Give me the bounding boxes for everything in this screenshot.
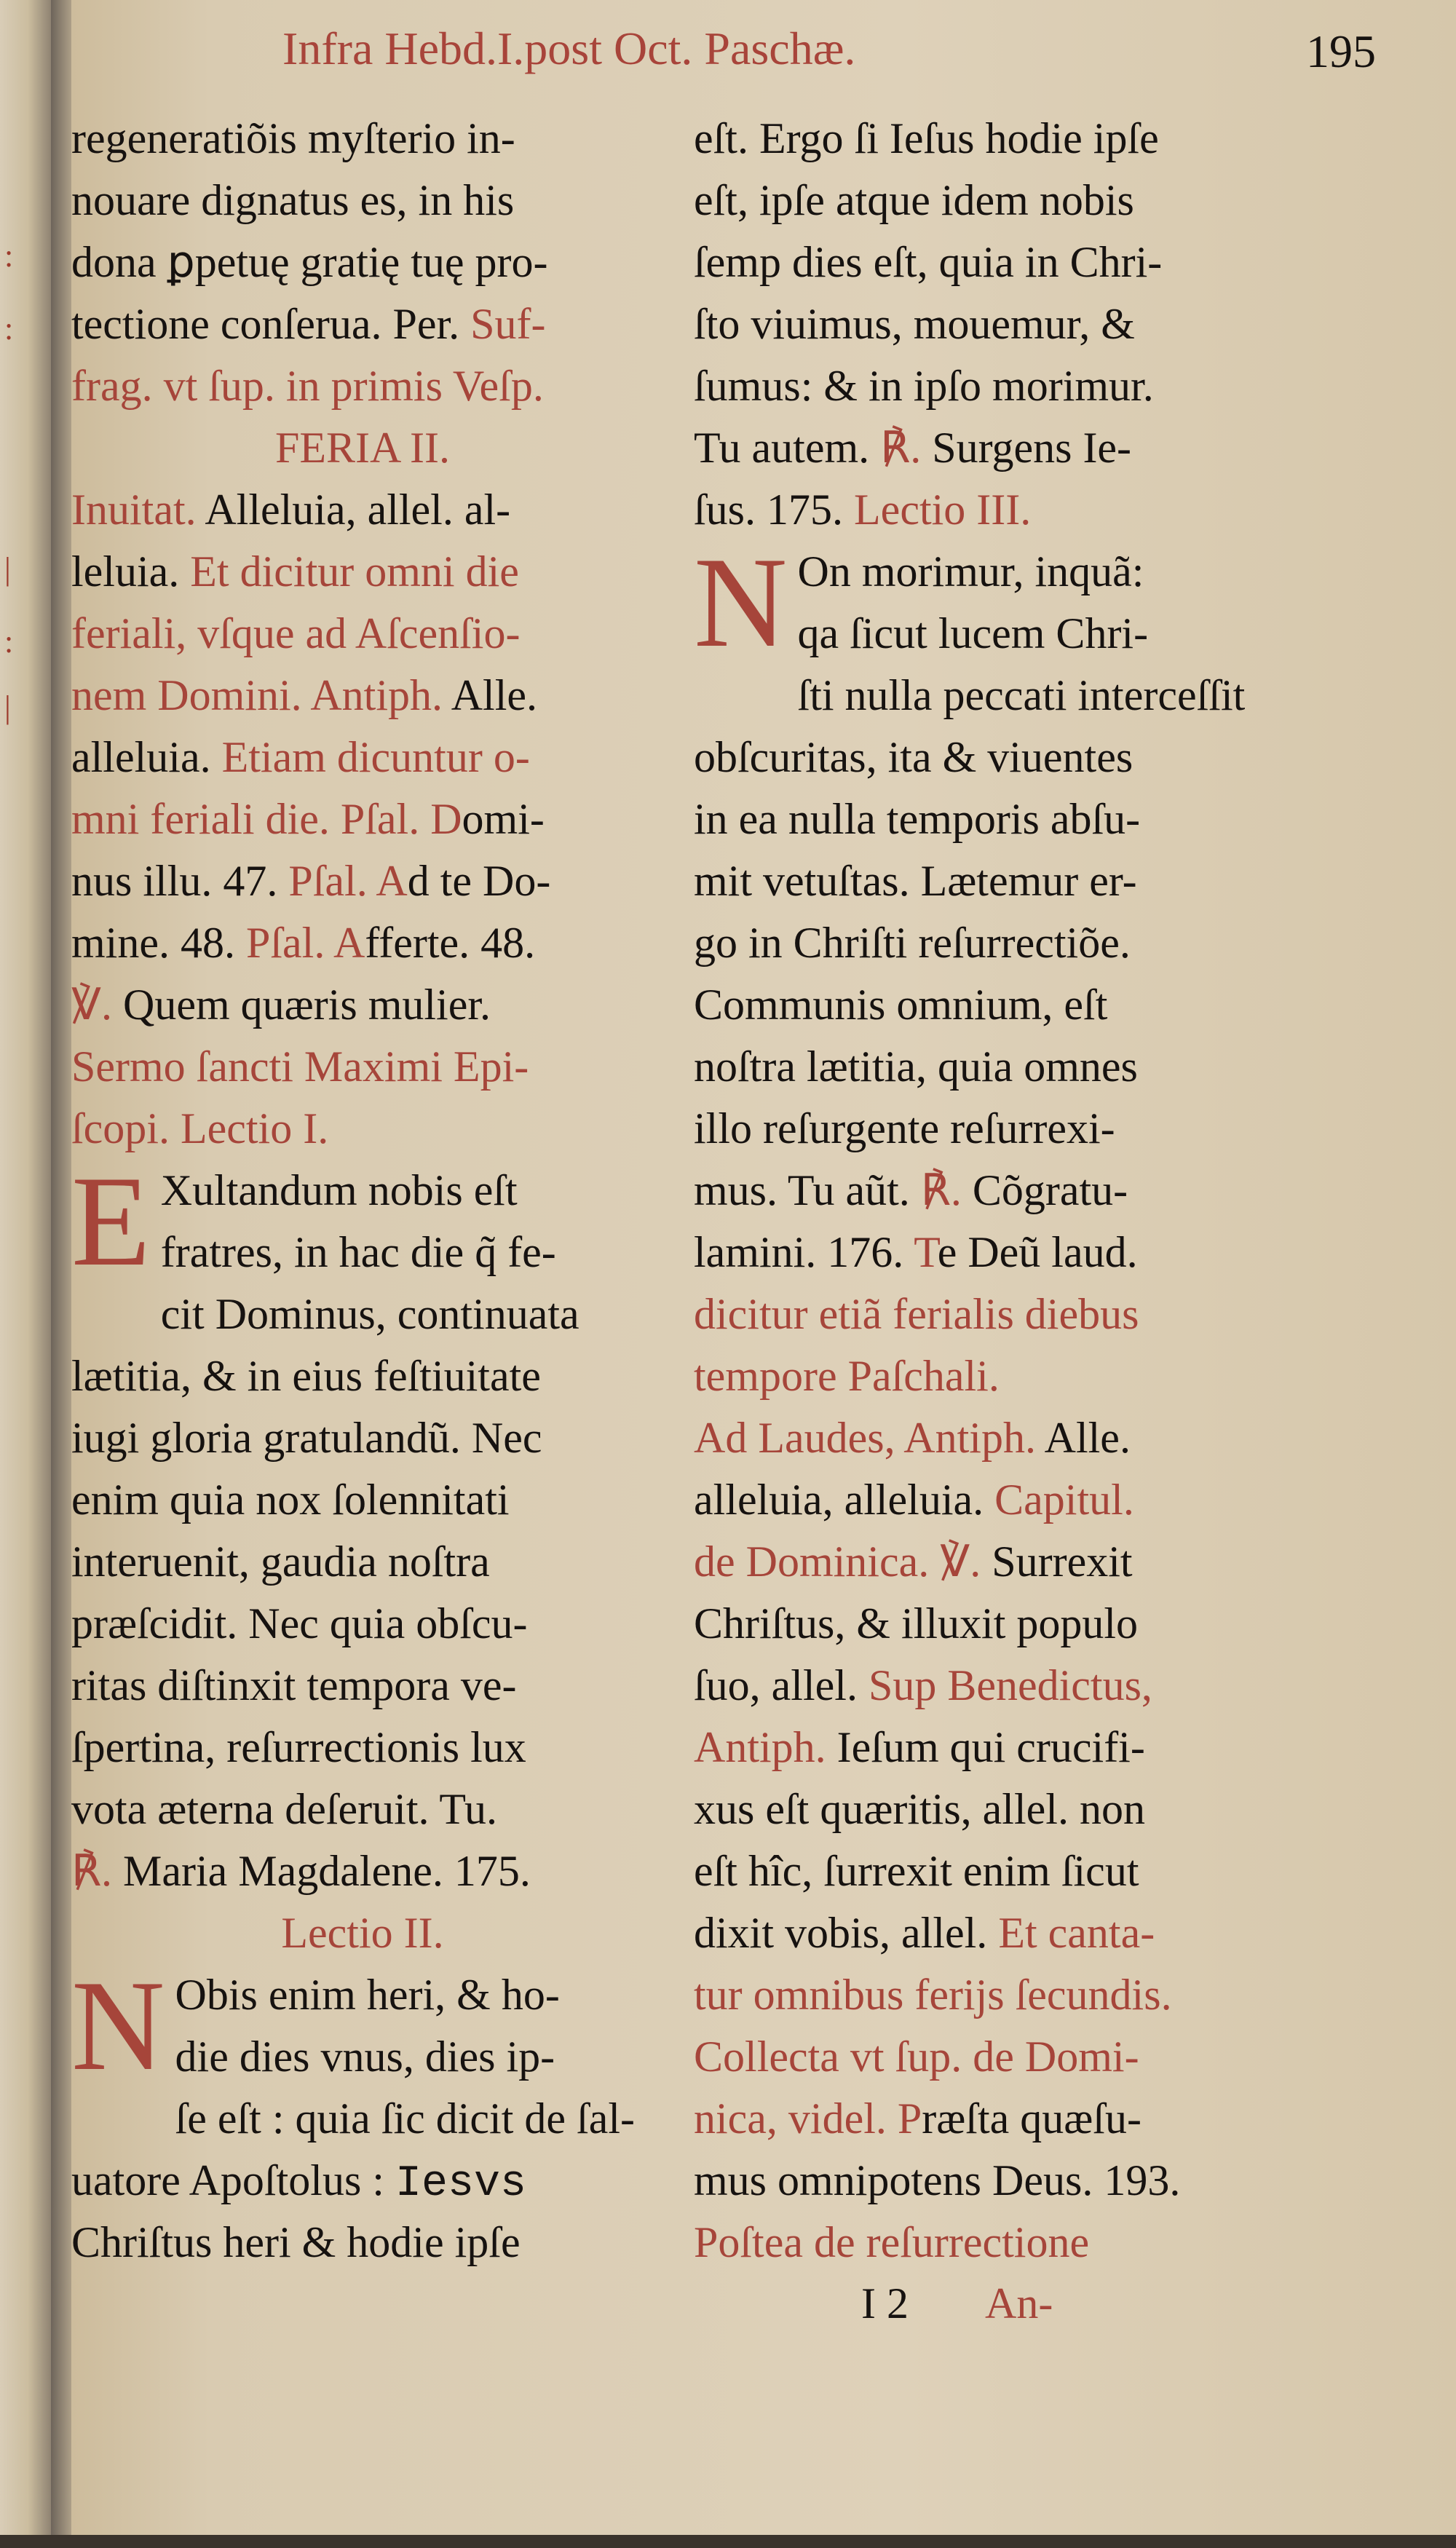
text-run: Maria Magdalene. 175. (123, 1847, 531, 1895)
lectio-1-text (71, 1149, 654, 1840)
text-line: noſtra lætitia, quia omnes (694, 1042, 1138, 1091)
text-run: Surrexit (992, 1538, 1133, 1586)
text-line (694, 1964, 1298, 2026)
text-line: cit Dominus, continuata (160, 1290, 579, 1338)
text-line (694, 2088, 1298, 2150)
lectio-2-heading: Lectio II. (281, 1909, 444, 1957)
rubric-text: de Dominica. ℣. (694, 1538, 992, 1586)
text-line (694, 479, 1298, 541)
text-line (71, 293, 654, 355)
text-line: ſti nulla peccati interceſſit (797, 671, 1246, 719)
text-run: Quem quæris mulier. (123, 981, 491, 1029)
text-line (694, 1840, 1298, 1902)
text-line (71, 479, 654, 541)
lectio-1 (71, 1149, 654, 1840)
text-line (694, 108, 1298, 170)
text-line (694, 2212, 1298, 2274)
page-bottom-edge (0, 2535, 1456, 2548)
rubric-text: Sermo ſancti Maximi Epi- (71, 1042, 529, 1091)
text-run: mus omnipotens Deus. 193. (694, 2156, 1181, 2204)
rubric-text: Capitul. (994, 1476, 1134, 1524)
rubric-text: Lectio III. (854, 486, 1032, 534)
text-run: dona ꝑpetuę gratię tuę pro- (71, 238, 548, 286)
text-line: ritas diſtinxit tempora ve- (71, 1661, 517, 1709)
text-line (694, 1283, 1298, 1345)
lectio-2-continuation (71, 2150, 654, 2274)
catchline (781, 2279, 1053, 2329)
text-line: On morimur, inquã: (797, 547, 1144, 596)
text-line (71, 2212, 654, 2274)
page (71, 0, 1456, 2548)
marginal-mark: | (4, 689, 11, 725)
text-line: iugi gloria gratulandũ. Nec (71, 1414, 542, 1462)
binding-gutter (51, 0, 71, 2548)
text-run: nouare dignatus es, in his (71, 176, 515, 224)
rubric-text: tur omnibus ferijs ſecundis. (694, 1971, 1172, 2019)
text-line: fratres, in hac die q̃ fe- (160, 1228, 556, 1276)
rubric-text: frag. vt ſup. in primis Veſp. (71, 362, 544, 410)
rubric-text: mni feriali die. Pſal. D (71, 795, 462, 843)
text-run: alleluia. (71, 733, 222, 781)
text-run: tectione conſerua. Per. (71, 300, 471, 348)
lectio-3 (694, 530, 1298, 1160)
text-line: ſe eſt : quia ſic dicit de ſal- (175, 2094, 635, 2143)
text-run: eſt, ipſe atque idem nobis (694, 176, 1134, 224)
text-line (694, 1655, 1298, 1717)
text-line (694, 1469, 1298, 1531)
rubric-text: Etiam dicuntur o- (221, 733, 530, 781)
text-line: go in Chriſti reſurrectiõe. (694, 919, 1131, 967)
text-line: illo reſurgente reſurrexi- (694, 1104, 1115, 1152)
marginal-mark: : (4, 238, 14, 274)
text-line: lætitia, & in eius feſtiuitate (71, 1352, 541, 1400)
rubric-text: Sup Benedictus, (868, 1661, 1152, 1709)
rubric-text: Et canta- (998, 1909, 1155, 1957)
text-line (694, 1407, 1298, 1469)
text-line (71, 665, 654, 727)
lauds-section (694, 1160, 1298, 2274)
text-line: qa ſicut lucem Chri- (797, 609, 1149, 657)
drop-cap-initial: N (694, 530, 788, 674)
left-column (71, 108, 654, 2274)
text-run: mine. 48. (71, 919, 246, 967)
text-line: Obis enim heri, & ho- (175, 1971, 560, 2019)
text-line (71, 1036, 654, 1098)
text-run: Alle. (451, 671, 538, 719)
text-run: d te Do- (407, 857, 551, 905)
right-column (694, 108, 1298, 2274)
text-line: obſcuritas, ita & viuentes (694, 733, 1133, 781)
rubric-text: T (914, 1228, 938, 1276)
text-run: Ieſum qui crucifi- (836, 1723, 1145, 1771)
text-line (71, 850, 654, 912)
facing-page-edge (0, 0, 51, 2548)
text-line (694, 1160, 1298, 1222)
text-line (694, 1222, 1298, 1283)
text-line (694, 232, 1298, 293)
text-line (694, 293, 1298, 355)
rubric-text: dicitur etiã ferialis diebus (694, 1290, 1139, 1338)
text-run: Alleluia, allel. al- (205, 486, 511, 534)
text-run: ſemp dies eſt, quia in Chri- (694, 238, 1163, 286)
text-line: Communis omnium, eſt (694, 981, 1108, 1029)
text-line (71, 541, 654, 603)
text-line (71, 170, 654, 232)
rubric-text: Ad Laudes, Antiph. (694, 1414, 1045, 1462)
catchword: An- (984, 2279, 1053, 2327)
text-line (71, 1098, 654, 1160)
text-run: lamini. 176. (694, 1228, 914, 1276)
text-run: fferte. 48. (365, 919, 536, 967)
text-line (694, 355, 1298, 417)
text-run: omi- (462, 795, 545, 843)
lectio-1-responsory (71, 1840, 654, 1902)
text-line (71, 727, 654, 788)
text-line (71, 788, 654, 850)
drop-cap-initial: N (71, 1953, 165, 2097)
text-line: in ea nulla temporis abſu- (694, 795, 1141, 843)
text-line (694, 2026, 1298, 2088)
text-run: uatore Apoſtolus : (71, 2156, 395, 2204)
text-run: Tu autem. (694, 424, 881, 472)
rubric-text: ℟. (71, 1847, 124, 1895)
rubric-text: Suf- (470, 300, 546, 348)
rubric-text: ſcopi. Lectio I. (71, 1104, 329, 1152)
rubric-text: Poſtea de reſurrectione (694, 2218, 1090, 2266)
text-run: Alle. (1044, 1414, 1131, 1462)
rubric-text: Antiph. (694, 1723, 837, 1771)
text-run: e Deũ laud. (937, 1228, 1138, 1276)
rubric-text: ℣. (71, 981, 124, 1029)
rubric-text: nem Domini. Antiph. (71, 671, 451, 719)
text-line (694, 2150, 1298, 2212)
text-run: Iesvs (395, 2159, 526, 2209)
text-run: regeneratiõis myſterio in- (71, 114, 515, 162)
text-line: die dies vnus, dies ip- (175, 2033, 555, 2081)
text-line (694, 1717, 1298, 1779)
lectio-2-ending (694, 108, 1298, 541)
text-run: mus. Tu aũt. (694, 1166, 921, 1214)
rubric-text: Collecta vt ſup. de Domi- (694, 2033, 1139, 2081)
rubric-text: Pſal. A (288, 857, 408, 905)
text-run: eſt. Ergo ſi Ieſus hodie ipſe (694, 114, 1159, 162)
text-line (694, 1345, 1298, 1407)
text-line (694, 1902, 1298, 1964)
text-line (71, 108, 654, 170)
rubric-text: ℟. (920, 1166, 973, 1214)
marginal-mark: : (4, 624, 14, 660)
rubric-text: nica, videl. P (694, 2094, 922, 2143)
rubric-text: Et dicitur omni die (190, 547, 519, 596)
text-line (71, 232, 654, 293)
marginal-mark: | (4, 551, 11, 587)
text-run: ræſta quæſu- (922, 2094, 1142, 2143)
left-column-opening (71, 108, 654, 417)
text-run: eſt hîc, ſurrexit enim ſicut (694, 1847, 1139, 1895)
text-line (71, 603, 654, 665)
rubric-text: feriali, vſque ad Aſcenſio- (71, 609, 521, 657)
folio-number: 195 (1306, 25, 1376, 77)
text-line (71, 974, 654, 1036)
text-run: ſuo, allel. (694, 1661, 869, 1709)
text-run: alleluia, alleluia. (694, 1476, 995, 1524)
lectio-2 (71, 1953, 654, 2150)
signature-mark: I 2 (861, 2279, 909, 2327)
text-line (694, 417, 1298, 479)
text-run: nus illu. 47. (71, 857, 289, 905)
text-line: interuenit, gaudia noſtra (71, 1538, 490, 1586)
text-run: Cõgratu- (972, 1166, 1128, 1214)
text-line (71, 2150, 654, 2212)
text-line (694, 1779, 1298, 1840)
text-run: Chriſtus heri & hodie ipſe (71, 2218, 521, 2266)
text-line: ſpertina, reſurrectionis lux (71, 1723, 526, 1771)
text-line: mit vetuſtas. Lætemur er- (694, 857, 1137, 905)
text-run: ſto viuimus, mouemur, & (694, 300, 1135, 348)
text-line: præſcidit. Nec quia obſcu- (71, 1599, 528, 1647)
rubric-text: Inuitat. (71, 486, 205, 534)
feria-heading: FERIA II. (275, 424, 450, 472)
running-title: Infra Hebd.I.post Oct. Paschæ. (282, 23, 856, 74)
rubric-text: Pſal. A (245, 919, 365, 967)
text-run: ſumus: & in ipſo morimur. (694, 362, 1154, 410)
text-line (694, 1531, 1298, 1593)
text-run: Chriſtus, & illuxit populo (694, 1599, 1139, 1647)
rubric-text: ℟. (880, 424, 933, 472)
text-run: Surgens Ie- (932, 424, 1132, 472)
text-run: leluia. (71, 547, 191, 596)
text-line: Xultandum nobis eſt (160, 1166, 518, 1214)
marginal-mark: : (4, 311, 14, 347)
drop-cap-initial: E (71, 1149, 151, 1293)
text-line (71, 355, 654, 417)
rubric-text: tempore Paſchali. (694, 1352, 1000, 1400)
text-line (694, 170, 1298, 232)
invitatory-and-psalms (71, 479, 654, 1160)
text-run: ſus. 175. (694, 486, 855, 534)
text-line: enim quia nox ſolennitati (71, 1476, 510, 1524)
text-line (694, 1593, 1298, 1655)
text-line: vota æterna deſeruit. Tu. (71, 1785, 497, 1833)
text-run: dixit vobis, allel. (694, 1909, 999, 1957)
text-run: xus eſt quæritis, allel. non (694, 1785, 1145, 1833)
text-line (71, 912, 654, 974)
